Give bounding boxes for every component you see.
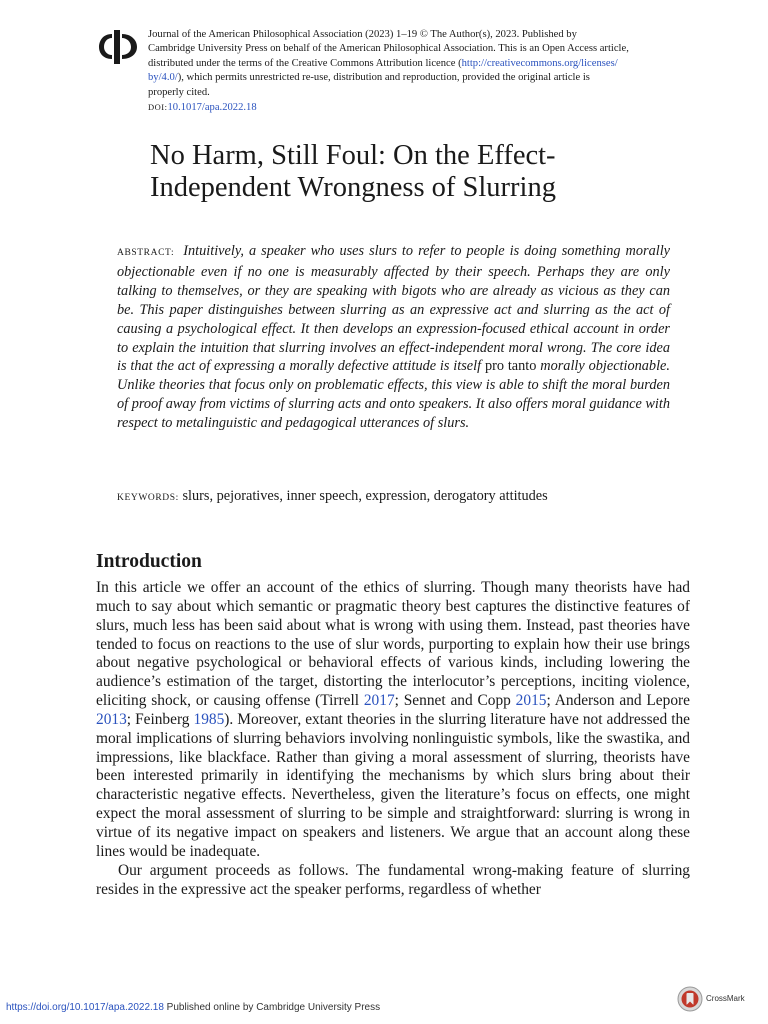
title-line-1: No Harm, Still Foul: On the Effect- [150,140,556,171]
footer [6,1002,380,1013]
abstract-upright-term: pro tanto [484,358,537,375]
header-line-5: properly cited. [148,86,210,98]
license-link[interactable]: http://creativecommons.org/licenses/ [461,57,618,69]
section-heading: Introduction [96,551,202,572]
paragraph-2: Our argument proceeds as follows. The fundamental wrong-making feature of slurring resides in the expressive act the speaker performs, regardless of whether [96,861,690,898]
abstract-label: ABSTRACT: [117,248,175,258]
keywords [117,487,677,507]
paragraph-1 [96,579,690,862]
article-title [150,140,670,204]
abstract-text-end: morally objectionable. Unlike theories that focus only on problematic effects, this view is able to shift the moral burden of proof away from victims of slurring acts and onto speakers. It also offers moral guidance with respect to metalinguistic and pedagogical utterances of slurs. [117,358,670,432]
body-text [96,579,690,899]
doi-label: DOI: [148,102,168,113]
header-line-4: ), which permits unrestricted re-use, distribution and reproduction, provided the original article is [177,72,590,84]
license-link-cont[interactable]: by/4.0/ [148,72,178,84]
keywords-label: KEYWORDS: [117,493,179,503]
keywords-text: slurs, pejoratives, inner speech, expression, derogatory attitudes [182,488,548,504]
footer-published: Published online by Cambridge University Press [163,1002,381,1013]
p1-text-e: ). Moreover, extant theories in the slurring literature have not addressed the moral implications of slurring behaviors involving nonlinguistic symbols, like the swastika, and impressions, like blackface. Rather than giving a moral assessment of slurring, theorists have been interested primarily in identifying the mechanisms by which slurs bring about their characteristic negative effects. Nevertheless, given the literature’s focus on effects, one might expect the moral assessment of slurring to be simple and straightforward: slurring is wrong in virtue of its negative impact on speakers and listeners. We argue that an account along these lines would be inadequate. [96,710,691,860]
p1-text-c: ; Anderson and Lepore [546,692,690,710]
journal-header [148,28,694,115]
title-line-2: Independent Wrongness of Slurring [150,172,556,203]
citation-link-feinberg[interactable]: 1985 [193,710,225,728]
crossmark-icon[interactable] [677,986,703,1012]
p1-text-b: ; Sennet and Copp [394,692,516,710]
crossmark-label[interactable]: CrossMark [706,994,745,1003]
abstract-text: Intuitively, a speaker who uses slurs to refer to people is doing something morally objectionable even if no one is measurably affected by their speech. Perhaps they are only talking to themselves, or they are speaking with bigots who are already as vicious as they can be. This paper distinguishes between slurring as an expressive act and slurring as the act of causing a psychological effect. It then develops an expression-focused ethical account in order to explain the intuition that slurring involves an effect-independent moral wrong. The core idea is that the act of expressing a morally defective attitude is itself [117,243,671,375]
citation-link-anderson[interactable]: 2013 [96,710,127,728]
footer-doi-link[interactable]: https://doi.org/10.1017/apa.2022.18 [6,1002,164,1013]
apa-logo-icon [98,30,138,64]
doi-link[interactable]: 10.1017/apa.2022.18 [167,102,257,114]
header-line-1: Journal of the American Philosophical Association (2023) 1–19 © The Author(s), 2023. Published by [148,29,577,40]
p1-text-d: ; Feinberg [126,710,194,728]
abstract [117,242,670,433]
header-line-2: Cambridge University Press on behalf of the American Philosophical Association. This is an Open Access article, [148,43,629,55]
header-line-3: distributed under the terms of the Creative Commons Attribution licence ( [148,57,462,69]
citation-link-tirrell[interactable]: 2017 [363,692,395,710]
p1-text-a: In this article we offer an account of the ethics of slurring. Though many theorists have had much to say about which semantic or pragmatic theory best captures the distinctive features of slurs, much less has been said about what is wrong with using them. Instead, past theories have tended to focus on reactions to the use of slur words, purporting to explain how their use brings about negative psychological or behavioral effects of various kinds, including lowering the audience’s estimation of the target, distorting the interlocutor’s perceptions, inciting violence, eliciting shock, or causing offense (Tirrell [96,579,690,710]
citation-link-sennet[interactable]: 2015 [515,692,547,710]
